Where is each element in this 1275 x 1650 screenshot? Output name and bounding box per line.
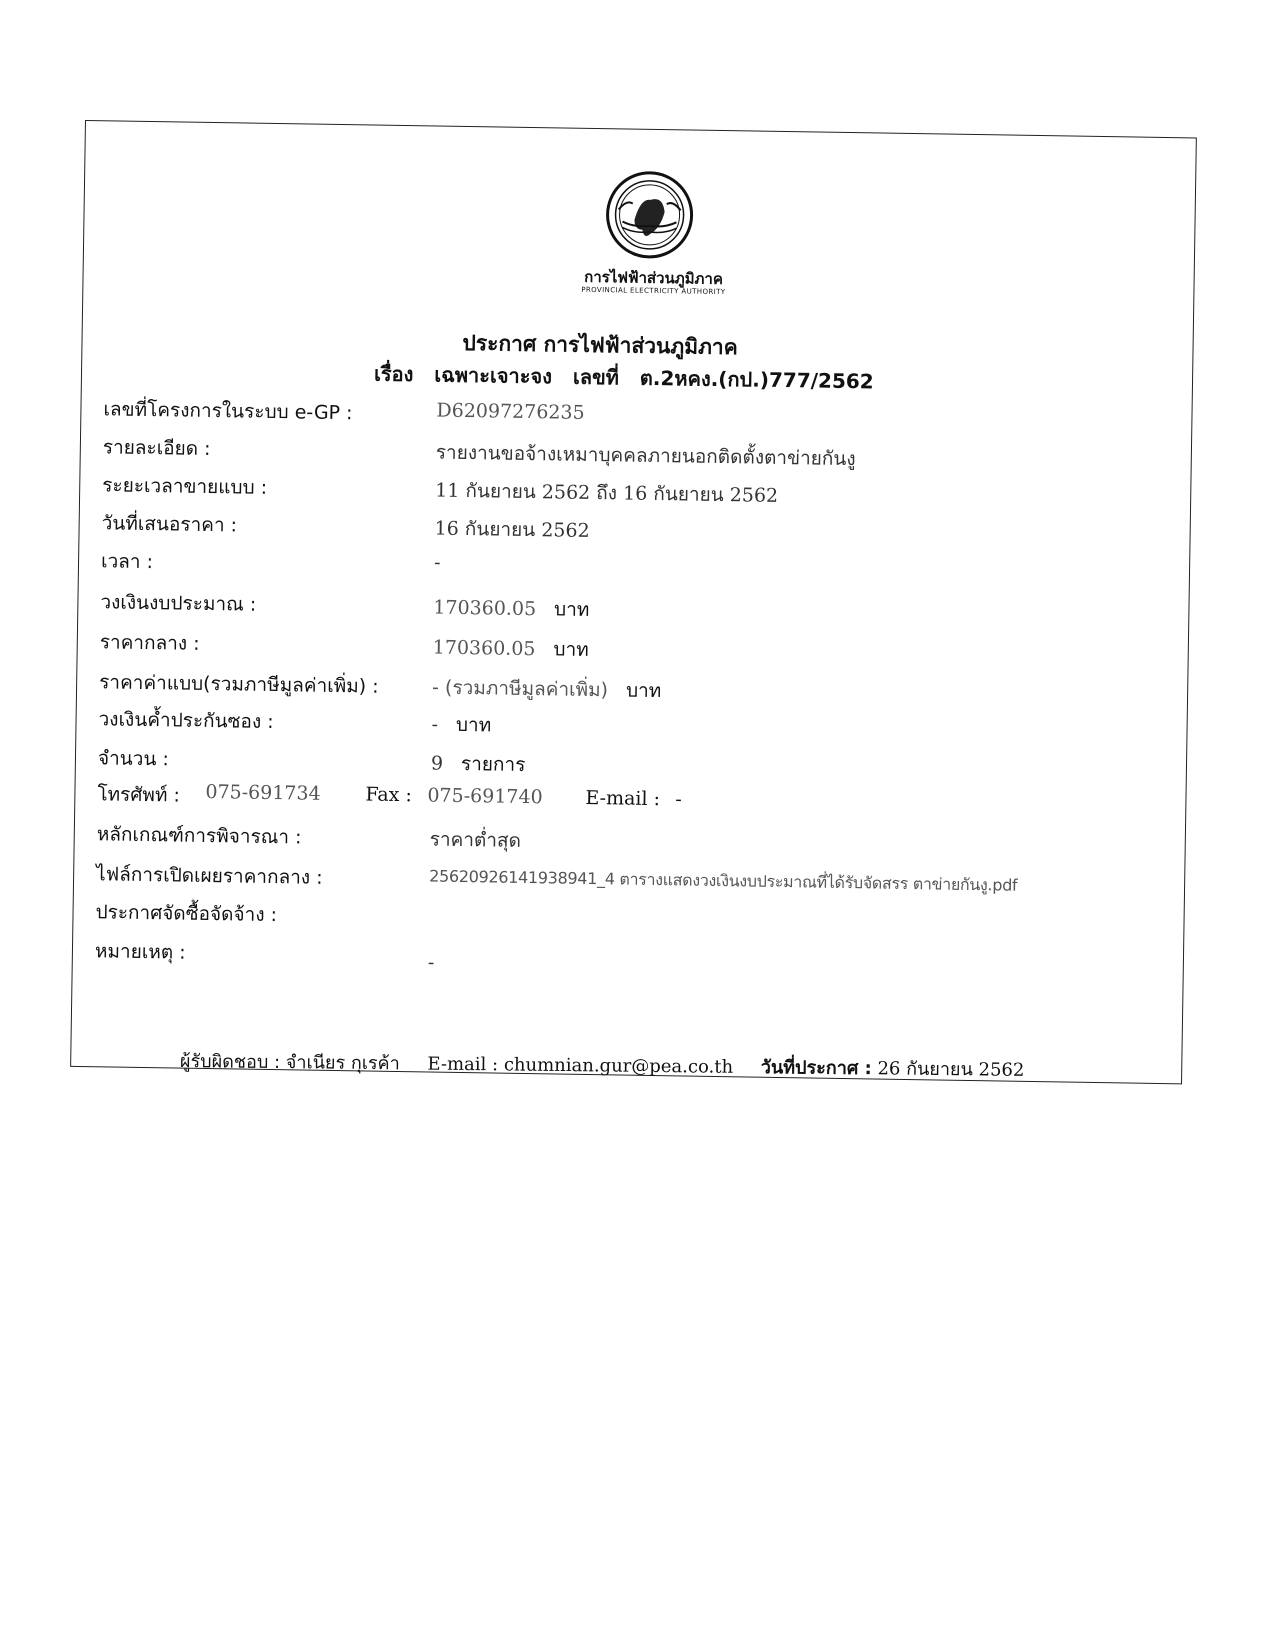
field-value: 16 กันยายน 2562	[434, 517, 590, 542]
field-unit: บาท	[553, 638, 589, 661]
org-name-en: PROVINCIAL ELECTRICITY AUTHORITY	[581, 285, 726, 297]
field-label: จำนวน :	[97, 747, 170, 771]
org-name-th: การไฟฟ้าส่วนภูมิภาค	[584, 267, 724, 289]
field-value: - (รวมภาษีมูลค่าเพิ่ม)	[431, 676, 609, 702]
field-label: หมายเหตุ :	[94, 940, 186, 964]
phone-value: 075-691734	[205, 780, 321, 805]
announcement-title: ประกาศ การไฟฟ้าส่วนภูมิภาค	[462, 330, 738, 360]
footer-email-value: chumnian.gur@pea.co.th	[503, 1054, 734, 1078]
field-value: -	[431, 713, 439, 736]
announcement-subject-line	[374, 358, 888, 398]
field-unit: บาท	[553, 598, 590, 621]
email-label: E-mail :	[585, 786, 661, 811]
subject-value: เฉพาะเจาะจง	[434, 362, 553, 389]
field-label: วงเงินค้ำประกันซอง :	[98, 708, 274, 734]
field-value: D62097276235	[436, 399, 585, 424]
number-value: ต.2หคง.(กป.)777/2562	[639, 365, 874, 394]
field-unit: บาท	[455, 713, 492, 737]
announce-date-label: วันที่ประกาศ :	[760, 1057, 872, 1080]
field-value: 11 กันยายน 2562 ถึง 16 กันยายน 2562	[435, 479, 779, 507]
field-value: -	[427, 951, 435, 974]
field-value: 25620926141938941_4 ตารางแสดงวงเงินงบประมาณที่ได้รับจัดสรร ตาข่ายกันงู.pdf	[429, 866, 1018, 895]
field-label: วันที่เสนอราคา :	[101, 512, 238, 537]
phone-label: โทรศัพท์ :	[97, 783, 181, 807]
field-value: -	[433, 551, 441, 574]
pea-logo-icon	[604, 169, 695, 260]
email-value: -	[675, 788, 682, 811]
field-unit: บาท	[625, 679, 662, 703]
field-label: ระยะเวลาขายแบบ :	[102, 474, 268, 499]
announcement-frame	[70, 120, 1197, 1084]
field-label: วงเงินงบประมาณ :	[100, 591, 257, 616]
field-label: ไฟล์การเปิดเผยราคากลาง :	[95, 863, 323, 889]
announce-date-value: 26 กันยายน 2562	[877, 1058, 1025, 1081]
field-label: หลักเกณฑ์การพิจารณา :	[96, 823, 302, 849]
field-value: 170360.05	[432, 636, 536, 661]
field-unit: รายการ	[460, 752, 526, 776]
field-value: 9	[430, 752, 444, 775]
field-label: เลขที่โครงการในระบบ e-GP :	[103, 398, 353, 425]
field-label: ประกาศจัดซื้อจัดจ้าง :	[95, 901, 278, 927]
number-label: เลขที่	[572, 364, 620, 390]
fax-label: Fax :	[365, 783, 412, 807]
field-label: ราคากลาง :	[99, 631, 200, 655]
field-label: เวลา :	[100, 550, 154, 574]
field-label: รายละเอียด :	[102, 436, 211, 461]
responsible-label: ผู้รับผิดชอบ :	[179, 1051, 281, 1074]
footer-email-label: E-mail :	[427, 1053, 499, 1076]
fax-value: 075-691740	[427, 784, 543, 809]
subject-label: เรื่อง	[373, 361, 414, 387]
field-label: ราคาค่าแบบ(รวมภาษีมูลค่าเพิ่ม) :	[98, 671, 379, 698]
field-value: 170360.05	[433, 596, 537, 621]
field-value: ราคาต่ำสุด	[429, 828, 522, 852]
responsible-value: จำเนียร กุเรค้า	[285, 1052, 400, 1075]
field-value: รายงานขอจ้างเหมาบุคคลภายนอกติดตั้งตาข่ายกันงู	[435, 441, 856, 471]
